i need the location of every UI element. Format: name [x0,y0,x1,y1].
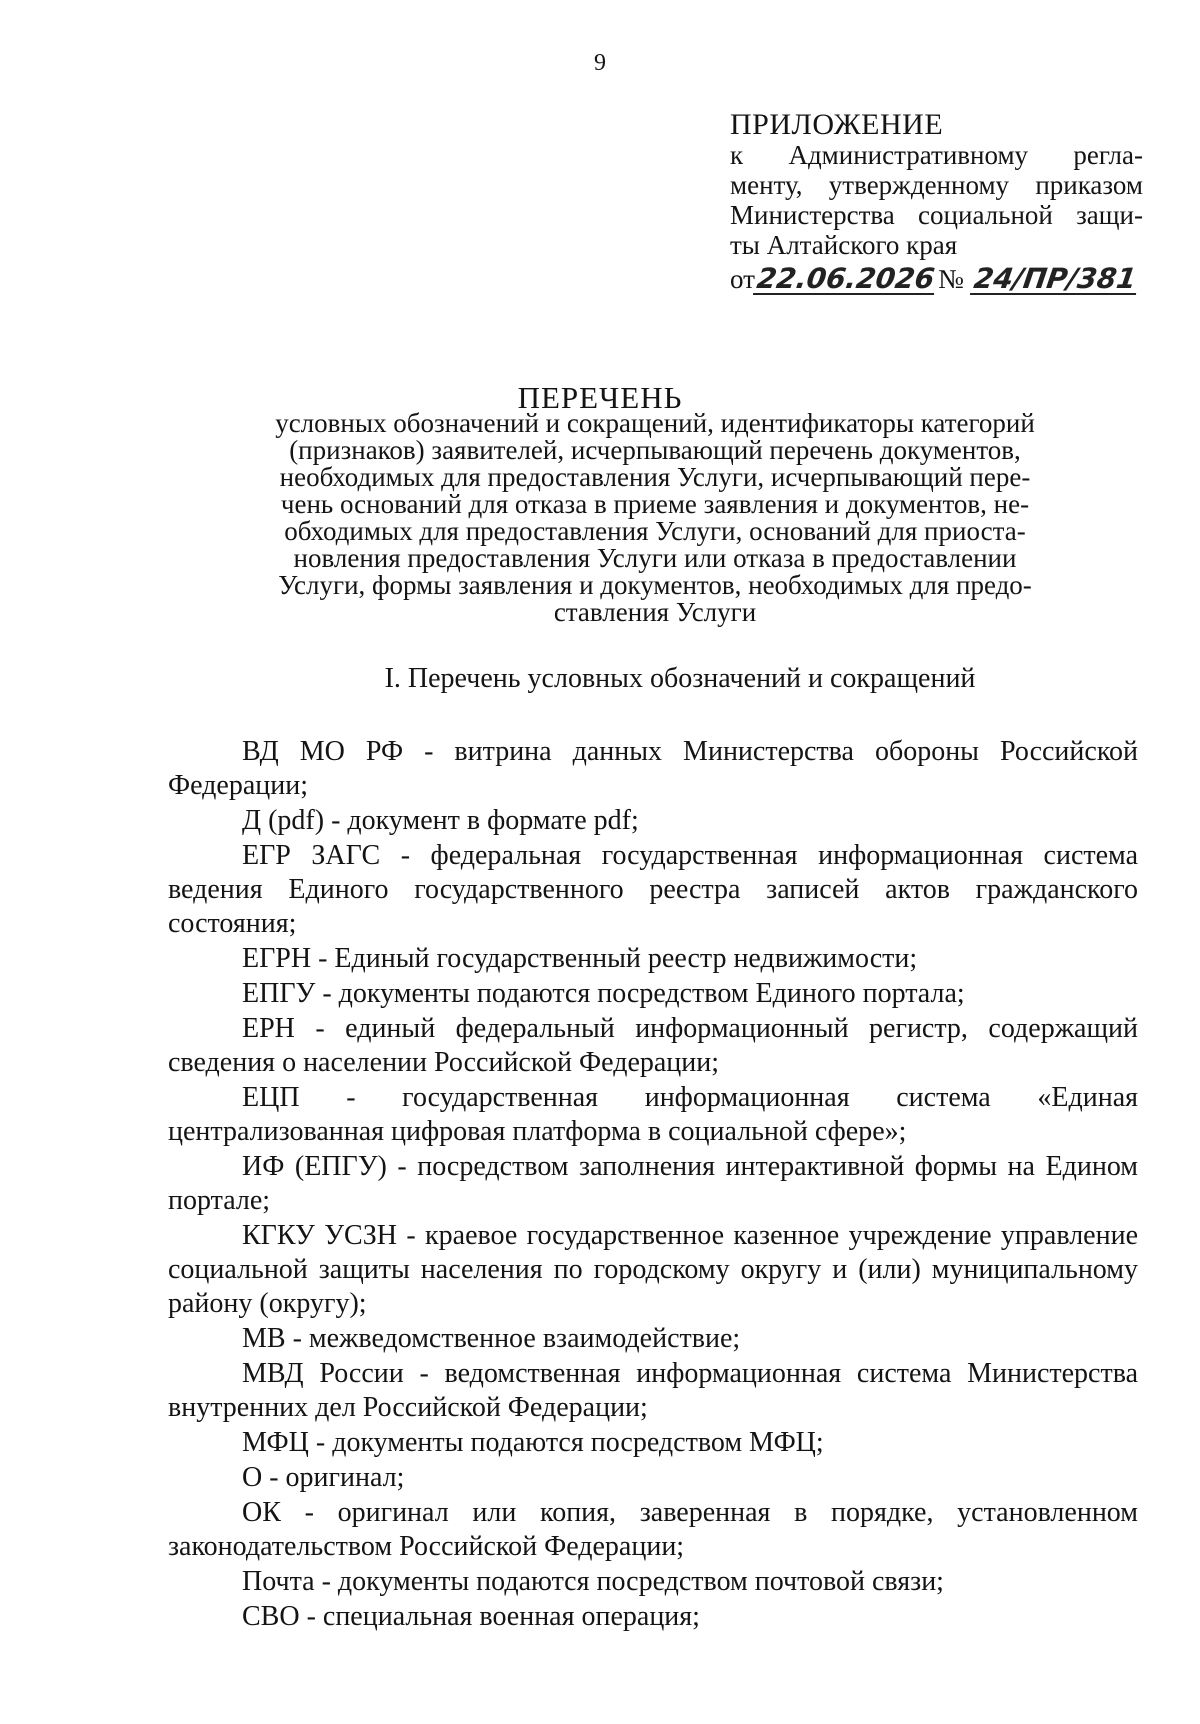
abbreviation-entry: СВО - специальная военная операция; [242,1601,700,1632]
appendix-line: ты Алтайского края [730,230,958,260]
abbreviation-entry: ВД МО РФ - витрина данных Министерства обороны Российской Федерации; [168,736,1138,801]
appendix-line: менту, утвержденному приказом [730,170,1143,200]
abbreviation-entry: МФЦ - документы подаются посредством МФЦ; [242,1427,824,1458]
date-prefix: от [730,264,755,294]
abbreviation-entry: О - оригинал; [242,1462,405,1493]
abbreviation-entry: ИФ (ЕПГУ) - посредством заполнения интерактивной формы на Едином портале; [168,1151,1138,1216]
number-sign: № [938,264,964,294]
handwritten-date: 22.06.2026 [754,262,937,295]
subtitle-line: ставления Услуги [553,597,757,627]
page-number: 9 [594,50,606,76]
subtitle-line: (признаков) заявителей, исчерпывающий перечень документов, [289,435,1021,465]
subtitle-line: новления предоставления Услуги или отказа в предоставлении [293,543,1017,573]
abbreviation-entry: МВ - межведомственное взаимодействие; [242,1323,741,1354]
document-subtitle [240,410,1070,626]
subtitle-line: обходимых для предоставления Услуги, оснований для приоста- [284,516,1026,546]
abbreviation-entry: КГКУ УСЗН - краевое государственное казенное учреждение управление социальной защиты населения по городскому округу и (или) муниципальному району (округу); [168,1220,1138,1319]
abbreviation-entry: ЕГР ЗАГС - федеральная государственная информационная система ведения Единого государственного реестра записей актов гражданского состояния; [168,840,1138,939]
abbreviation-entry: ЕРН - единый федеральный информационный регистр, содержащий сведения о населении Российской Федерации; [168,1013,1138,1078]
abbreviation-entry: ОК - оригинал или копия, заверенная в порядке, установленном законодательством Российской Федерации; [168,1497,1138,1562]
abbreviation-entry: Почта - документы подаются посредством почтовой связи; [242,1566,944,1597]
subtitle-line: чень оснований для отказа в приеме заявления и документов, не- [280,489,1030,519]
abbreviation-entry: ЕГРН - Единый государственный реестр недвижимости; [242,943,918,974]
appendix-date-row [730,264,1143,295]
abbreviation-entry: МВД России - ведомственная информационная система Министерства внутренних дел Российской Федерации; [168,1358,1138,1423]
subtitle-line: необходимых для предоставления Услуги, исчерпывающий пере- [279,462,1031,492]
section-title: I. Перечень условных обозначений и сокращений [384,663,976,694]
subtitle-line: Услуги, формы заявления и документов, необходимых для предо- [278,570,1032,600]
handwritten-number: 24/ПР/381 [971,262,1139,295]
appendix-block [730,110,1143,295]
subtitle-line: условных обозначений и сокращений, идентификаторы категорий [275,408,1035,438]
abbreviation-entry: Д (pdf) - документ в формате pdf; [242,805,639,836]
appendix-line: к Административному регла- [730,140,1143,170]
abbreviation-entry: ЕПГУ - документы подаются посредством Единого портала; [242,978,965,1009]
abbreviations-list [168,735,1138,1635]
appendix-heading: ПРИЛОЖЕНИЕ [730,108,944,141]
document-title: ПЕРЕЧЕНЬ [517,380,683,415]
abbreviation-entry: ЕЦП - государственная информационная система «Единая централизованная цифровая платформа в социальной сфере»; [168,1082,1138,1147]
appendix-line: Министерства социальной защи- [730,200,1143,230]
